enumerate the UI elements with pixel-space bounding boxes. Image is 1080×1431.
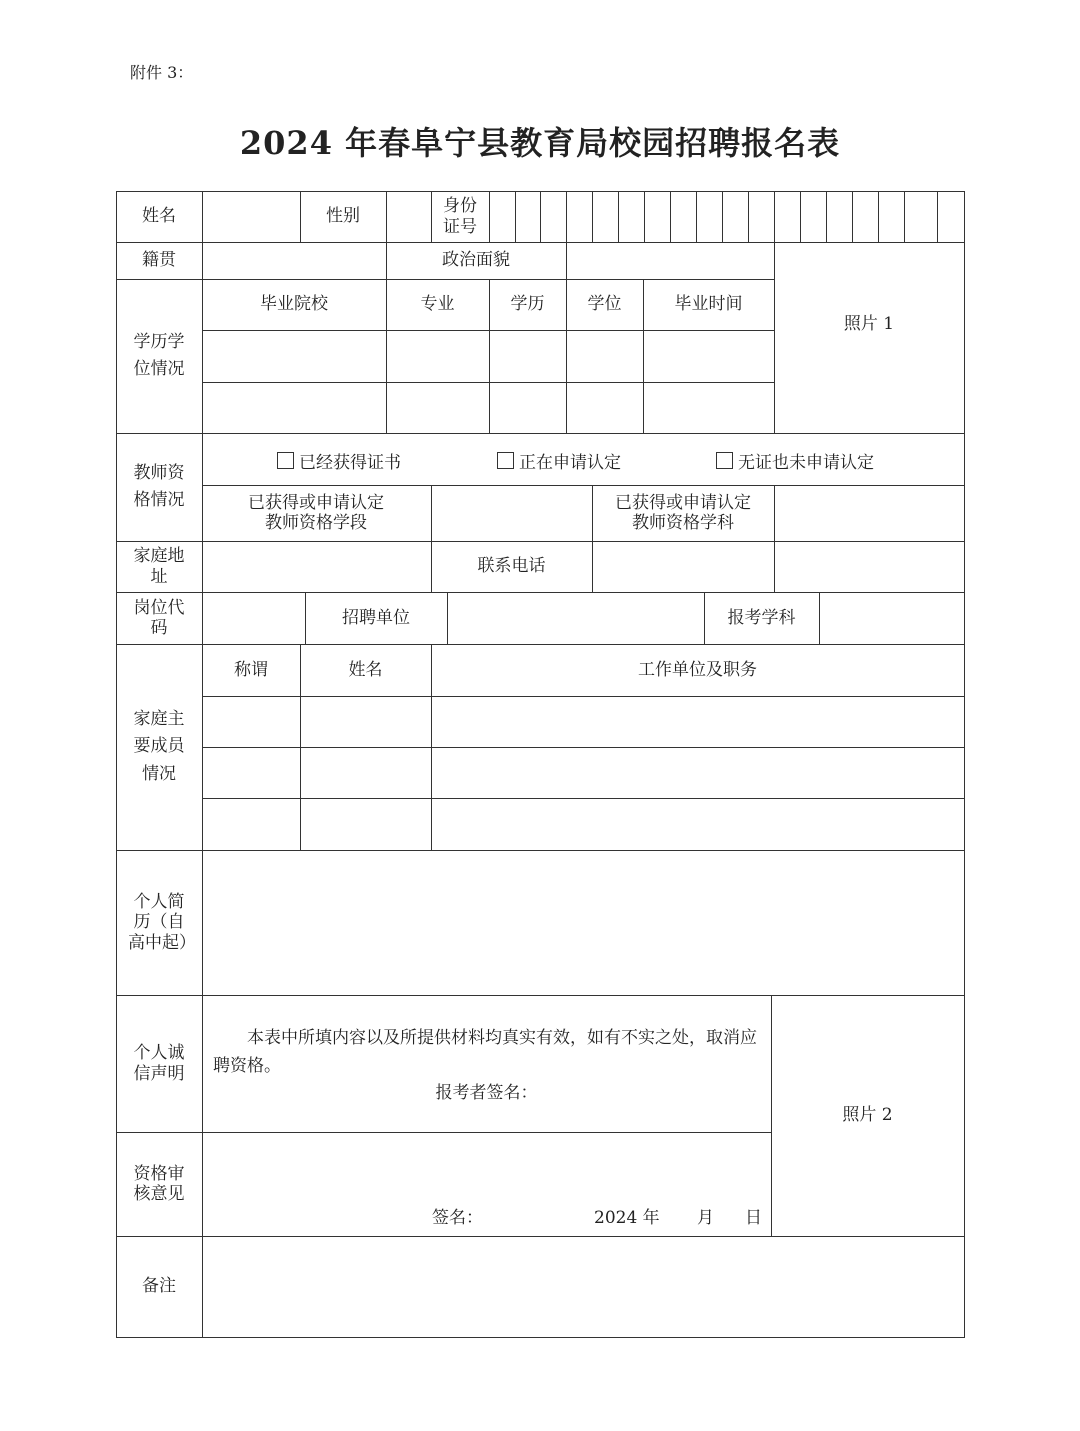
id-number-label: 身份证号 [443, 196, 477, 237]
photo-2-placeholder: 照片 2 [842, 1105, 893, 1126]
school-header: 毕业院校 [260, 294, 328, 315]
exam-subject-label: 报考学科 [727, 607, 796, 628]
resume-label: 个人简历（自高中起） [128, 891, 196, 953]
employer-label: 招聘单位 [342, 607, 410, 628]
option-applying[interactable]: 正在申请认定 [497, 447, 621, 473]
applicant-signature: 报考者签名： [435, 1082, 538, 1103]
cert-level-label: 已获得或申请认定教师资格学段 [248, 492, 384, 533]
photo-1-placeholder: 照片 1 [843, 314, 895, 335]
native-place-label: 籍贯 [142, 250, 176, 271]
review-month: 月 [697, 1208, 714, 1228]
address-label: 家庭地址 [133, 546, 185, 587]
integrity-label: 个人诚信声明 [133, 1043, 185, 1084]
member-name-header: 姓名 [348, 659, 383, 680]
gender-label: 性别 [326, 206, 360, 227]
option-none[interactable]: 无证也未申请认定 [716, 447, 874, 473]
checkbox-icon[interactable] [716, 452, 733, 469]
education-section-label: 学历学位情况 [133, 331, 185, 379]
review-label: 资格审核意见 [133, 1163, 185, 1204]
education-level-header: 学历 [510, 294, 545, 315]
work-unit-header: 工作单位及职务 [638, 659, 757, 680]
review-sign: 签名： [432, 1208, 483, 1228]
phone-label: 联系电话 [477, 556, 546, 577]
attachment-label: 附件 3： [130, 63, 194, 82]
relation-header: 称谓 [234, 659, 268, 680]
family-section-label: 家庭主要成员情况 [133, 709, 185, 784]
degree-header: 学位 [587, 294, 622, 315]
declaration [213, 1024, 763, 1080]
page-title: 2024 年春阜宁县教育局校园招聘报名表 [239, 124, 841, 162]
review-day: 日 [745, 1208, 762, 1228]
remarks-label: 备注 [142, 1276, 176, 1297]
checkbox-icon[interactable] [277, 452, 294, 469]
teacher-cert-section-label: 教师资格情况 [133, 462, 185, 510]
name-label: 姓名 [142, 206, 176, 227]
major-header: 专业 [420, 294, 455, 315]
checkbox-icon[interactable] [497, 452, 514, 469]
review-year: 2024 年 [594, 1208, 660, 1228]
option-obtained[interactable]: 已经获得证书 [277, 447, 401, 473]
political-status-label: 政治面貌 [442, 250, 510, 271]
graduation-time-header: 毕业时间 [674, 294, 743, 315]
declaration-text: 本表中所填内容以及所提供材料均真实有效，如有不实之处，取消应聘资格。 [213, 1028, 757, 1077]
post-code-label: 岗位代码 [133, 597, 185, 638]
cert-subject-label: 已获得或申请认定教师资格学科 [615, 492, 751, 533]
